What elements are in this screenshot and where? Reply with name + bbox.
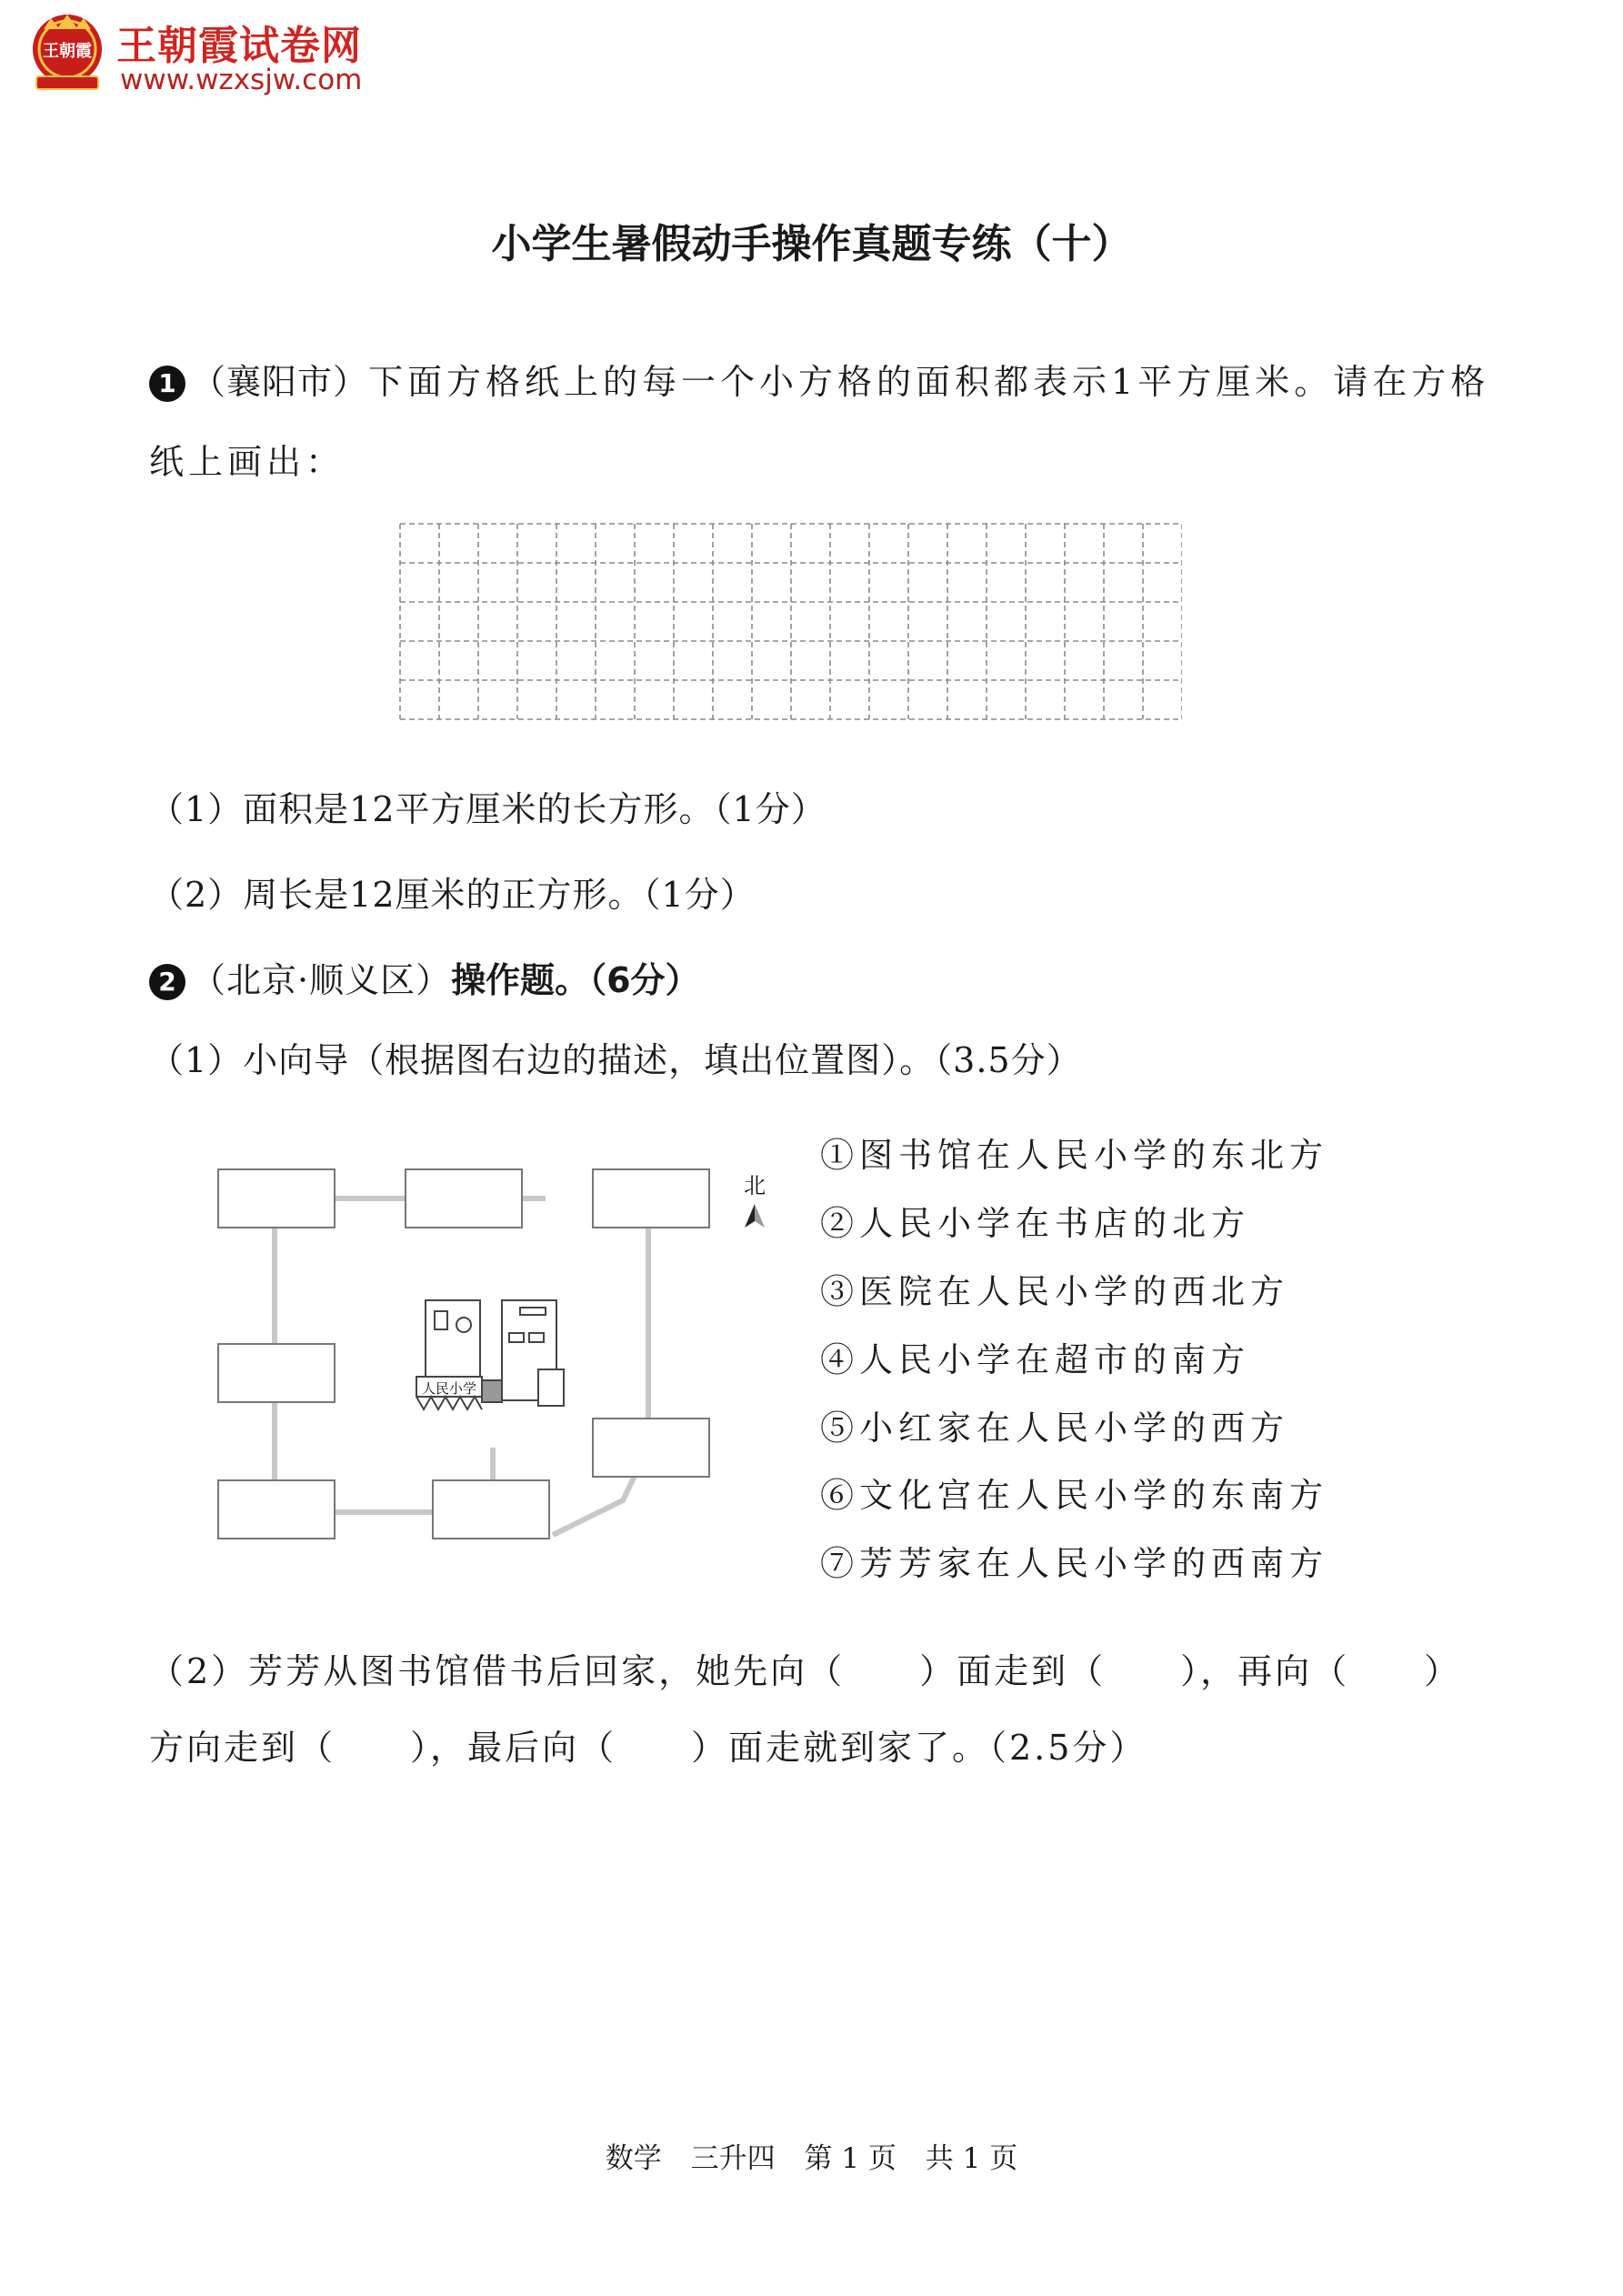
square-grid-paper[interactable]: [398, 522, 1182, 724]
map-answer-box-2[interactable]: [406, 1169, 522, 1228]
north-label: 北: [744, 1173, 766, 1198]
page-footer: [0, 2135, 1623, 2176]
q2-heading: 操作题。（6分）: [451, 960, 700, 1000]
logo-name: 王朝霞试卷网: [116, 23, 362, 69]
footer-total: 共 1 页: [925, 2142, 1018, 2175]
north-arrow-icon: [745, 1204, 755, 1228]
q2-source: （北京·顺义区）: [191, 960, 452, 1000]
map-answer-box-7[interactable]: [433, 1480, 549, 1539]
map-answer-box-1[interactable]: [218, 1169, 335, 1228]
q1-sub1: （1）面积是12平方厘米的长方形。（1分）: [149, 789, 827, 829]
q2-sub2-line1: （2）芳芳从图书馆借书后回家，她先向（ ）面走到（ ），再向（ ）: [149, 1651, 1462, 1691]
q2-number-badge: 2: [149, 964, 185, 1000]
north-arrow-shade: [755, 1204, 765, 1228]
map-answer-box-3[interactable]: [593, 1169, 709, 1228]
footer-grade: 三升四: [690, 2142, 776, 2175]
description-item: ⑥文化宫在人民小学的东南方: [820, 1476, 1328, 1515]
description-item: ④人民小学在超市的南方: [820, 1340, 1250, 1379]
q1-text-line2: 纸上画出：: [149, 442, 346, 482]
map-answer-box-6[interactable]: [218, 1480, 335, 1539]
footer-subject: 数学: [605, 2142, 662, 2175]
logo-badge-text: 王朝霞: [43, 42, 92, 61]
description-item: ⑦芳芳家在人民小学的西南方: [820, 1544, 1328, 1583]
q2-sub2-line2: 方向走到（ ），最后向（ ）面走就到家了。（2.5分）: [149, 1728, 1147, 1768]
q1-sub2: （2）周长是12厘米的正方形。（1分）: [149, 875, 756, 915]
description-item: ⑤小红家在人民小学的西方: [820, 1409, 1289, 1448]
q2-sub1: （1）小向导（根据图右边的描述，填出位置图）。（3.5分）: [149, 1040, 1082, 1080]
logo-url[interactable]: www.wzxsjw.com: [120, 64, 363, 96]
position-map-diagram: [209, 1155, 791, 1573]
school-label: 人民小学: [421, 1380, 477, 1397]
logo-badge-icon: [27, 11, 107, 95]
description-item: ③医院在人民小学的西北方: [820, 1272, 1289, 1311]
map-answer-box-5[interactable]: [593, 1419, 709, 1477]
q1-line1: [149, 362, 1489, 404]
footer-page: 第 1 页: [804, 2142, 897, 2175]
description-item: ①图书馆在人民小学的东北方: [820, 1136, 1328, 1175]
q2-heading-line: [149, 960, 700, 1002]
page-title: 小学生暑假动手操作真题专练（十）: [491, 221, 1132, 267]
q1-number-badge: 1: [149, 366, 185, 402]
description-item: ②人民小学在书店的北方: [820, 1204, 1250, 1243]
q1-source: （襄阳市）: [191, 362, 369, 402]
map-answer-box-4[interactable]: [218, 1344, 335, 1402]
q1-text-line1: 下面方格纸上的每一个小方格的面积都表示1平方厘米。请在方格: [368, 362, 1490, 402]
